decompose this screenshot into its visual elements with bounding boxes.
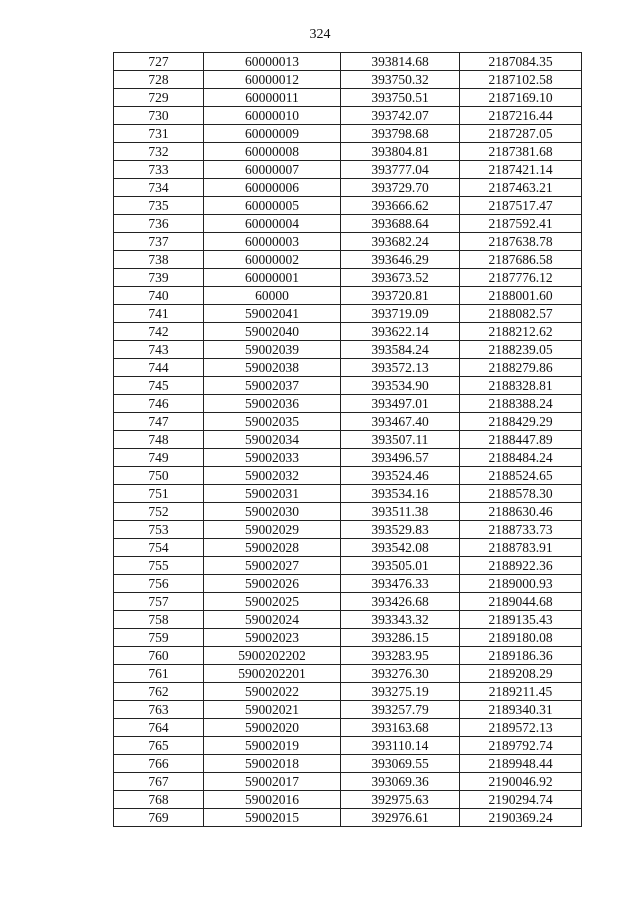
table-row xyxy=(114,287,582,305)
x-coordinate-cell: 393682.24 xyxy=(341,233,460,251)
table-row xyxy=(114,611,582,629)
table-row xyxy=(114,593,582,611)
x-coordinate-cell: 393666.62 xyxy=(341,197,460,215)
row-index-cell: 764 xyxy=(114,719,204,737)
x-coordinate-cell: 393804.81 xyxy=(341,143,460,161)
table-row xyxy=(114,791,582,809)
row-index-cell: 765 xyxy=(114,737,204,755)
x-coordinate-cell: 393286.15 xyxy=(341,629,460,647)
point-id-cell: 59002015 xyxy=(204,809,341,827)
row-index-cell: 760 xyxy=(114,647,204,665)
y-coordinate-cell: 2187169.10 xyxy=(460,89,582,107)
x-coordinate-cell: 393777.04 xyxy=(341,161,460,179)
x-coordinate-cell: 393467.40 xyxy=(341,413,460,431)
row-index-cell: 757 xyxy=(114,593,204,611)
x-coordinate-cell: 393257.79 xyxy=(341,701,460,719)
point-id-cell: 60000001 xyxy=(204,269,341,287)
y-coordinate-cell: 2187084.35 xyxy=(460,53,582,71)
x-coordinate-cell: 393688.64 xyxy=(341,215,460,233)
table-row xyxy=(114,773,582,791)
table-row xyxy=(114,701,582,719)
point-id-cell: 5900202201 xyxy=(204,665,341,683)
row-index-cell: 753 xyxy=(114,521,204,539)
table-row xyxy=(114,323,582,341)
x-coordinate-cell: 393798.68 xyxy=(341,125,460,143)
x-coordinate-cell: 393476.33 xyxy=(341,575,460,593)
row-index-cell: 767 xyxy=(114,773,204,791)
x-coordinate-cell: 392976.61 xyxy=(341,809,460,827)
row-index-cell: 732 xyxy=(114,143,204,161)
y-coordinate-cell: 2188328.81 xyxy=(460,377,582,395)
point-id-cell: 59002019 xyxy=(204,737,341,755)
x-coordinate-cell: 393275.19 xyxy=(341,683,460,701)
row-index-cell: 741 xyxy=(114,305,204,323)
point-id-cell: 59002035 xyxy=(204,413,341,431)
y-coordinate-cell: 2187287.05 xyxy=(460,125,582,143)
point-id-cell: 59002040 xyxy=(204,323,341,341)
table-row xyxy=(114,377,582,395)
row-index-cell: 749 xyxy=(114,449,204,467)
x-coordinate-cell: 393622.14 xyxy=(341,323,460,341)
table-row xyxy=(114,737,582,755)
table-row xyxy=(114,647,582,665)
table-row xyxy=(114,809,582,827)
y-coordinate-cell: 2188429.29 xyxy=(460,413,582,431)
point-id-cell: 59002023 xyxy=(204,629,341,647)
y-coordinate-cell: 2187686.58 xyxy=(460,251,582,269)
y-coordinate-cell: 2188783.91 xyxy=(460,539,582,557)
table-row xyxy=(114,719,582,737)
row-index-cell: 736 xyxy=(114,215,204,233)
x-coordinate-cell: 393283.95 xyxy=(341,647,460,665)
table-row xyxy=(114,251,582,269)
row-index-cell: 750 xyxy=(114,467,204,485)
point-id-cell: 59002030 xyxy=(204,503,341,521)
table-row xyxy=(114,521,582,539)
row-index-cell: 768 xyxy=(114,791,204,809)
row-index-cell: 729 xyxy=(114,89,204,107)
point-id-cell: 59002037 xyxy=(204,377,341,395)
y-coordinate-cell: 2190369.24 xyxy=(460,809,582,827)
table-row xyxy=(114,755,582,773)
row-index-cell: 755 xyxy=(114,557,204,575)
point-id-cell: 60000 xyxy=(204,287,341,305)
point-id-cell: 59002017 xyxy=(204,773,341,791)
row-index-cell: 738 xyxy=(114,251,204,269)
x-coordinate-cell: 393529.83 xyxy=(341,521,460,539)
table-row xyxy=(114,89,582,107)
point-id-cell: 59002027 xyxy=(204,557,341,575)
point-id-cell: 59002024 xyxy=(204,611,341,629)
row-index-cell: 734 xyxy=(114,179,204,197)
y-coordinate-cell: 2189340.31 xyxy=(460,701,582,719)
table-row xyxy=(114,341,582,359)
x-coordinate-cell: 393343.32 xyxy=(341,611,460,629)
x-coordinate-cell: 393584.24 xyxy=(341,341,460,359)
row-index-cell: 742 xyxy=(114,323,204,341)
coordinates-table-body xyxy=(114,53,582,827)
y-coordinate-cell: 2188001.60 xyxy=(460,287,582,305)
y-coordinate-cell: 2189180.08 xyxy=(460,629,582,647)
point-id-cell: 59002034 xyxy=(204,431,341,449)
y-coordinate-cell: 2188082.57 xyxy=(460,305,582,323)
point-id-cell: 60000005 xyxy=(204,197,341,215)
x-coordinate-cell: 393673.52 xyxy=(341,269,460,287)
row-index-cell: 763 xyxy=(114,701,204,719)
point-id-cell: 59002028 xyxy=(204,539,341,557)
x-coordinate-cell: 393426.68 xyxy=(341,593,460,611)
point-id-cell: 60000002 xyxy=(204,251,341,269)
x-coordinate-cell: 393511.38 xyxy=(341,503,460,521)
row-index-cell: 769 xyxy=(114,809,204,827)
x-coordinate-cell: 393110.14 xyxy=(341,737,460,755)
point-id-cell: 59002036 xyxy=(204,395,341,413)
x-coordinate-cell: 393534.90 xyxy=(341,377,460,395)
x-coordinate-cell: 393542.08 xyxy=(341,539,460,557)
row-index-cell: 746 xyxy=(114,395,204,413)
row-index-cell: 759 xyxy=(114,629,204,647)
table-row xyxy=(114,71,582,89)
y-coordinate-cell: 2188524.65 xyxy=(460,467,582,485)
table-row xyxy=(114,413,582,431)
table-row xyxy=(114,539,582,557)
point-id-cell: 59002033 xyxy=(204,449,341,467)
table-row xyxy=(114,233,582,251)
y-coordinate-cell: 2188447.89 xyxy=(460,431,582,449)
point-id-cell: 59002016 xyxy=(204,791,341,809)
point-id-cell: 60000006 xyxy=(204,179,341,197)
x-coordinate-cell: 393729.70 xyxy=(341,179,460,197)
point-id-cell: 59002020 xyxy=(204,719,341,737)
y-coordinate-cell: 2187776.12 xyxy=(460,269,582,287)
y-coordinate-cell: 2187216.44 xyxy=(460,107,582,125)
y-coordinate-cell: 2188922.36 xyxy=(460,557,582,575)
point-id-cell: 60000011 xyxy=(204,89,341,107)
table-row xyxy=(114,269,582,287)
point-id-cell: 60000013 xyxy=(204,53,341,71)
point-id-cell: 59002022 xyxy=(204,683,341,701)
y-coordinate-cell: 2189000.93 xyxy=(460,575,582,593)
x-coordinate-cell: 393163.68 xyxy=(341,719,460,737)
point-id-cell: 59002031 xyxy=(204,485,341,503)
y-coordinate-cell: 2188578.30 xyxy=(460,485,582,503)
table-row xyxy=(114,449,582,467)
x-coordinate-cell: 393497.01 xyxy=(341,395,460,413)
y-coordinate-cell: 2189948.44 xyxy=(460,755,582,773)
y-coordinate-cell: 2188239.05 xyxy=(460,341,582,359)
y-coordinate-cell: 2189135.43 xyxy=(460,611,582,629)
row-index-cell: 747 xyxy=(114,413,204,431)
point-id-cell: 60000007 xyxy=(204,161,341,179)
row-index-cell: 728 xyxy=(114,71,204,89)
table-row xyxy=(114,197,582,215)
table-row xyxy=(114,125,582,143)
y-coordinate-cell: 2188388.24 xyxy=(460,395,582,413)
x-coordinate-cell: 393505.01 xyxy=(341,557,460,575)
x-coordinate-cell: 392975.63 xyxy=(341,791,460,809)
x-coordinate-cell: 393720.81 xyxy=(341,287,460,305)
table-row xyxy=(114,359,582,377)
point-id-cell: 60000010 xyxy=(204,107,341,125)
y-coordinate-cell: 2189792.74 xyxy=(460,737,582,755)
y-coordinate-cell: 2189572.13 xyxy=(460,719,582,737)
x-coordinate-cell: 393496.57 xyxy=(341,449,460,467)
point-id-cell: 60000004 xyxy=(204,215,341,233)
point-id-cell: 60000008 xyxy=(204,143,341,161)
table-row xyxy=(114,467,582,485)
y-coordinate-cell: 2189208.29 xyxy=(460,665,582,683)
y-coordinate-cell: 2187592.41 xyxy=(460,215,582,233)
row-index-cell: 758 xyxy=(114,611,204,629)
y-coordinate-cell: 2187102.58 xyxy=(460,71,582,89)
y-coordinate-cell: 2190046.92 xyxy=(460,773,582,791)
row-index-cell: 745 xyxy=(114,377,204,395)
point-id-cell: 59002021 xyxy=(204,701,341,719)
y-coordinate-cell: 2187517.47 xyxy=(460,197,582,215)
table-row xyxy=(114,53,582,71)
point-id-cell: 60000003 xyxy=(204,233,341,251)
x-coordinate-cell: 393750.51 xyxy=(341,89,460,107)
y-coordinate-cell: 2188279.86 xyxy=(460,359,582,377)
row-index-cell: 733 xyxy=(114,161,204,179)
row-index-cell: 766 xyxy=(114,755,204,773)
y-coordinate-cell: 2189211.45 xyxy=(460,683,582,701)
y-coordinate-cell: 2189186.36 xyxy=(460,647,582,665)
table-row xyxy=(114,557,582,575)
table-row xyxy=(114,305,582,323)
row-index-cell: 756 xyxy=(114,575,204,593)
x-coordinate-cell: 393524.46 xyxy=(341,467,460,485)
y-coordinate-cell: 2187638.78 xyxy=(460,233,582,251)
point-id-cell: 59002018 xyxy=(204,755,341,773)
row-index-cell: 743 xyxy=(114,341,204,359)
x-coordinate-cell: 393750.32 xyxy=(341,71,460,89)
row-index-cell: 735 xyxy=(114,197,204,215)
row-index-cell: 754 xyxy=(114,539,204,557)
table-row xyxy=(114,431,582,449)
page-number: 324 xyxy=(309,27,331,42)
table-row xyxy=(114,503,582,521)
point-id-cell: 59002029 xyxy=(204,521,341,539)
point-id-cell: 59002041 xyxy=(204,305,341,323)
row-index-cell: 730 xyxy=(114,107,204,125)
table-row xyxy=(114,107,582,125)
point-id-cell: 59002032 xyxy=(204,467,341,485)
y-coordinate-cell: 2187421.14 xyxy=(460,161,582,179)
y-coordinate-cell: 2188212.62 xyxy=(460,323,582,341)
row-index-cell: 751 xyxy=(114,485,204,503)
x-coordinate-cell: 393646.29 xyxy=(341,251,460,269)
point-id-cell: 60000012 xyxy=(204,71,341,89)
row-index-cell: 762 xyxy=(114,683,204,701)
x-coordinate-cell: 393069.55 xyxy=(341,755,460,773)
table-row xyxy=(114,665,582,683)
table-row xyxy=(114,683,582,701)
x-coordinate-cell: 393742.07 xyxy=(341,107,460,125)
x-coordinate-cell: 393719.09 xyxy=(341,305,460,323)
row-index-cell: 752 xyxy=(114,503,204,521)
row-index-cell: 744 xyxy=(114,359,204,377)
table-row xyxy=(114,215,582,233)
coordinates-table xyxy=(113,52,582,827)
y-coordinate-cell: 2188484.24 xyxy=(460,449,582,467)
table-row xyxy=(114,575,582,593)
y-coordinate-cell: 2188630.46 xyxy=(460,503,582,521)
x-coordinate-cell: 393814.68 xyxy=(341,53,460,71)
x-coordinate-cell: 393069.36 xyxy=(341,773,460,791)
row-index-cell: 761 xyxy=(114,665,204,683)
table-row xyxy=(114,395,582,413)
table-row xyxy=(114,485,582,503)
point-id-cell: 59002026 xyxy=(204,575,341,593)
point-id-cell: 59002039 xyxy=(204,341,341,359)
y-coordinate-cell: 2187463.21 xyxy=(460,179,582,197)
y-coordinate-cell: 2189044.68 xyxy=(460,593,582,611)
point-id-cell: 5900202202 xyxy=(204,647,341,665)
row-index-cell: 737 xyxy=(114,233,204,251)
table-row xyxy=(114,161,582,179)
y-coordinate-cell: 2190294.74 xyxy=(460,791,582,809)
row-index-cell: 748 xyxy=(114,431,204,449)
row-index-cell: 727 xyxy=(114,53,204,71)
point-id-cell: 60000009 xyxy=(204,125,341,143)
point-id-cell: 59002038 xyxy=(204,359,341,377)
x-coordinate-cell: 393276.30 xyxy=(341,665,460,683)
x-coordinate-cell: 393507.11 xyxy=(341,431,460,449)
row-index-cell: 740 xyxy=(114,287,204,305)
table-row xyxy=(114,143,582,161)
table-row xyxy=(114,629,582,647)
x-coordinate-cell: 393534.16 xyxy=(341,485,460,503)
y-coordinate-cell: 2187381.68 xyxy=(460,143,582,161)
point-id-cell: 59002025 xyxy=(204,593,341,611)
x-coordinate-cell: 393572.13 xyxy=(341,359,460,377)
row-index-cell: 739 xyxy=(114,269,204,287)
y-coordinate-cell: 2188733.73 xyxy=(460,521,582,539)
row-index-cell: 731 xyxy=(114,125,204,143)
table-row xyxy=(114,179,582,197)
